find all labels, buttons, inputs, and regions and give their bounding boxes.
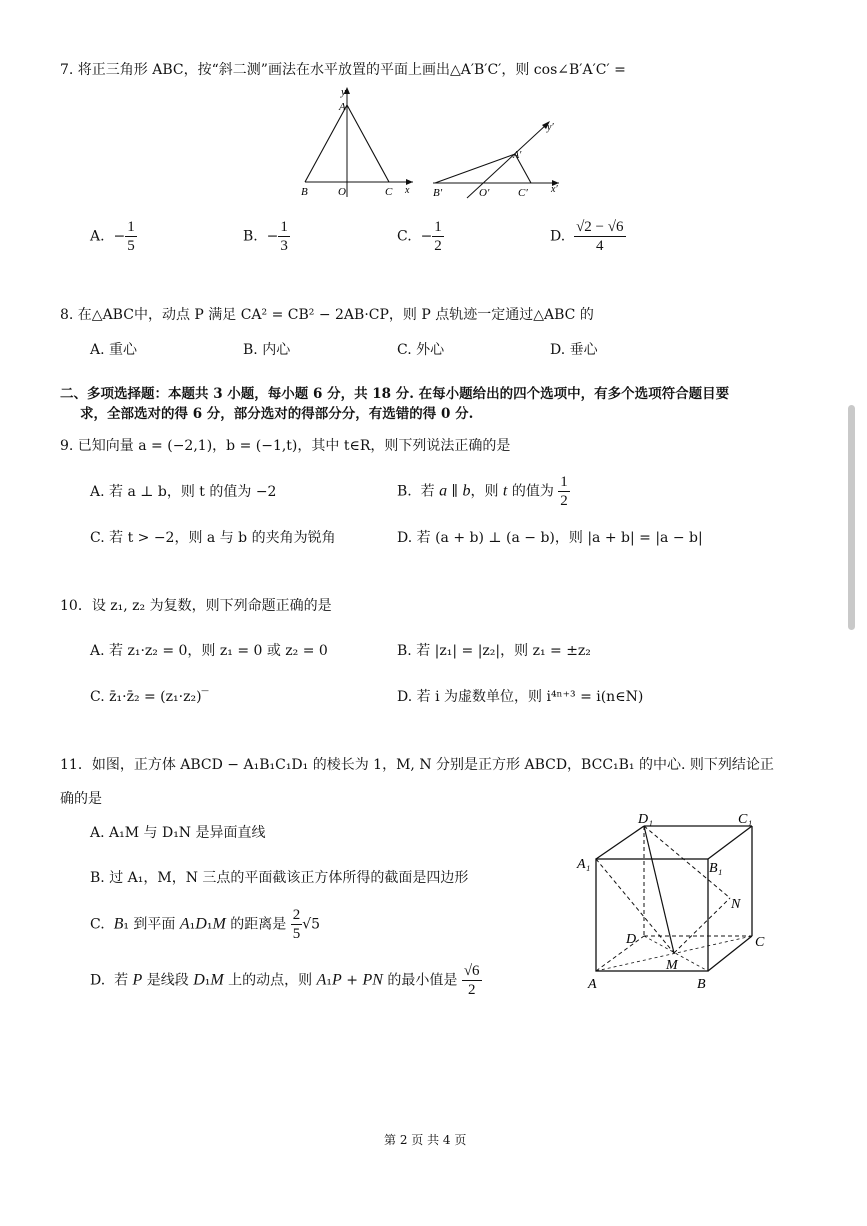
cube-front-face — [596, 859, 708, 971]
fig1-label-y: y — [341, 86, 346, 98]
cube-label-c1: C₁ — [738, 812, 753, 827]
cube-label-b1: B₁ — [709, 861, 723, 876]
line-mn — [674, 898, 730, 953]
cube-label-c: C — [755, 935, 765, 950]
q10-option-b[interactable]: B. 若 |z₁| = |z₂|，则 z₁ = ±z₂ — [397, 643, 591, 659]
fig2-label-A: A′ — [513, 150, 522, 161]
cube-label-d: D — [626, 932, 637, 947]
q11-cube-figure — [572, 812, 772, 997]
section2-header-line2: 求，全部选对的得 6 分，部分选对的得部分分，有选错的得 0 分. — [80, 406, 474, 422]
q10-option-a[interactable]: A. 若 z₁·z₂ = 0，则 z₁ = 0 或 z₂ = 0 — [90, 643, 328, 659]
q11-option-c[interactable]: C. B₁ 到平面 A₁D₁M 的距离是 $\frac{2}{5}$ √5 — [90, 907, 321, 942]
fig2-label-B: B′ — [433, 187, 443, 199]
q11-option-d[interactable]: D. 若 P 是线段 D₁M 上的动点，则 A₁P + PN 的最小值是 $\frac{√6}{2}$ — [90, 963, 480, 998]
q8-option-a[interactable]: A. 重心 — [90, 342, 138, 358]
fig1-label-x: x — [405, 185, 410, 196]
q8-option-b[interactable]: B. 内心 — [243, 342, 291, 358]
page-footer: 第 2 页 共 4 页 — [384, 1133, 467, 1147]
q11-option-b[interactable]: B. 过 A₁，M，N 三点的平面截该正方体所得的截面是四边形 — [90, 870, 469, 886]
fig1-label-O: O — [338, 186, 346, 198]
cube-edge-b1c1 — [708, 826, 752, 859]
fig2-label-O: O′ — [479, 187, 490, 199]
cube-label-b: B — [697, 977, 706, 992]
cube-label-a1: A₁ — [577, 857, 591, 872]
q7-stem: 7. 将正三角形 ABC，按“斜二测”画法在水平放置的平面上画出△A′B′C′，则 cos∠B′A′C′ = — [60, 62, 626, 78]
q8-option-c[interactable]: C. 外心 — [397, 342, 445, 358]
cube-label-d1: D₁ — [638, 812, 653, 827]
q10-option-c[interactable]: C. z̄₁·z̄₂ = (z₁·z₂)‾ — [90, 689, 209, 705]
q9-option-c[interactable]: C. 若 t > −2，则 a 与 b 的夹角为锐角 — [90, 530, 336, 546]
cube-label-n: N — [731, 897, 741, 912]
fig2-label-C: C′ — [518, 187, 528, 199]
q8-option-d[interactable]: D. 垂心 — [550, 342, 598, 358]
q7-option-d[interactable]: D. $\frac{√2 - √6}{4}$ — [550, 219, 624, 254]
q9-stem: 9. 已知向量 a = (−2,1)，b = (−1,t)，其中 t∈R，则下列说法正确的是 — [60, 438, 511, 454]
q8-stem: 8. 在△ABC中，动点 P 满足 CA² = CB² − 2AB·CP，则 P 点轨迹一定通过△ABC 的 — [60, 307, 594, 323]
q10-option-d[interactable]: D. 若 i 为虚数单位，则 i⁴ⁿ⁺³ = i(n∈N) — [397, 689, 644, 705]
fig1-label-B: B — [301, 186, 308, 198]
q9-option-d[interactable]: D. 若 (a + b) ⊥ (a − b)，则 |a + b| = |a − b| — [397, 530, 703, 546]
section2-header-line1: 二、多项选择题：本题共 3 小题，每小题 6 分，共 18 分. 在每小题给出的四个选项中，有多个选项符合题目要 — [60, 386, 730, 402]
q7-option-a[interactable]: A. − $\frac{1}{5}$ — [90, 219, 135, 254]
q11-option-a[interactable]: A. A₁M 与 D₁N 是异面直线 — [90, 825, 266, 841]
q11-stem-line1: 11．如图，正方体 ABCD − A₁B₁C₁D₁ 的棱长为 1，M, N 分别是正方形 ABCD，BCC₁B₁ 的中心. 则下列结论正 — [60, 757, 774, 773]
q10-stem: 10．设 z₁, z₂ 为复数，则下列命题正确的是 — [60, 598, 332, 614]
q9-option-b[interactable]: B. 若 a ∥ b，则 t 的值为 $\frac{1}{2}$ — [397, 474, 568, 509]
q7-figure-oblique — [425, 112, 570, 202]
q7-figure-original — [295, 85, 420, 200]
vertical-scrollbar[interactable] — [848, 405, 855, 630]
fig2-label-y: y′ — [547, 122, 554, 133]
cube-label-a: A — [588, 977, 597, 992]
line-d1m — [644, 826, 674, 953]
q7-option-c[interactable]: C. − $\frac{1}{2}$ — [397, 219, 442, 254]
cube-edge-bc — [708, 936, 752, 971]
q7-option-b[interactable]: B. − $\frac{1}{3}$ — [243, 219, 288, 254]
fig1-label-A: A — [339, 101, 346, 113]
fig1-label-C: C — [385, 186, 393, 198]
cube-label-m: M — [666, 958, 678, 973]
cube-edge-a1d1 — [596, 826, 644, 859]
q11-stem-line2: 确的是 — [60, 791, 102, 807]
fig2-label-x: x′ — [551, 184, 558, 195]
q9-option-a[interactable]: A. 若 a ⊥ b，则 t 的值为 −2 — [90, 484, 277, 500]
